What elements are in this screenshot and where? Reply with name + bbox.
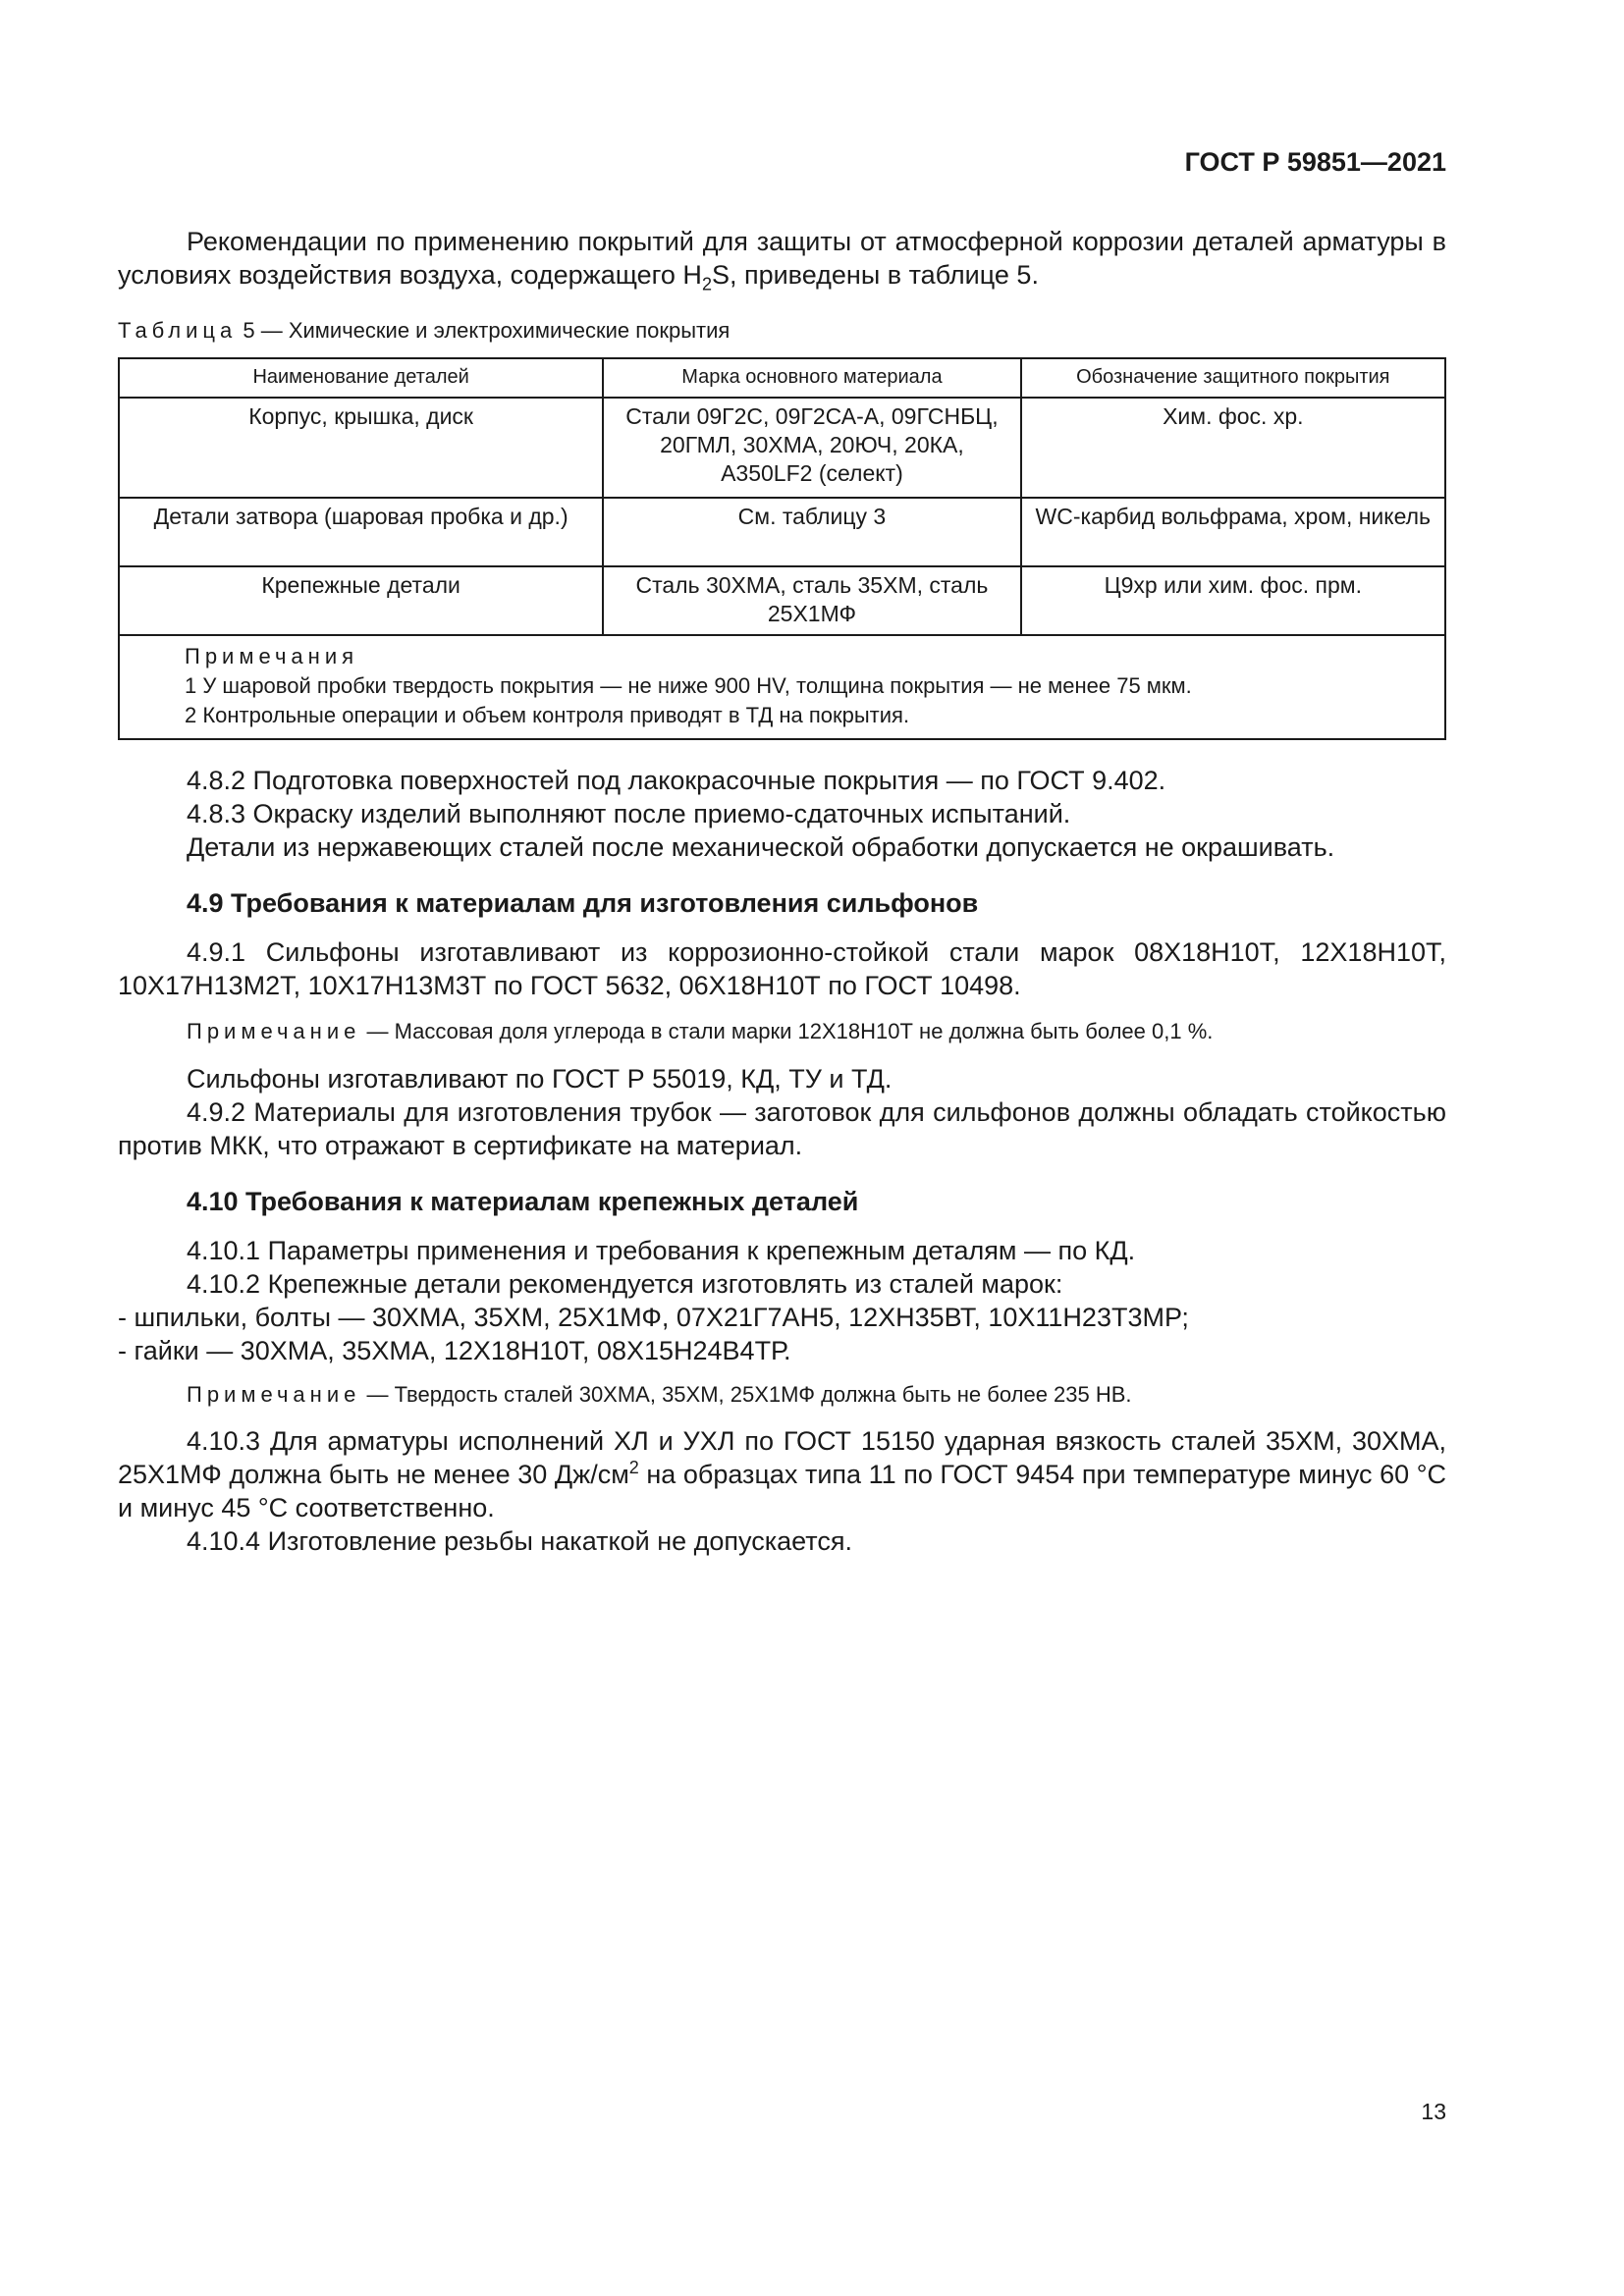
section-4-9-heading-block	[118, 886, 1446, 920]
clause-4-8-3: 4.8.3 Окраску изделий выполняют после приемо-сдаточных испытаний.	[187, 799, 1071, 828]
table-cell: Крепежные детали	[119, 566, 603, 635]
section-4-9	[118, 935, 1446, 1002]
table-cell: Сталь 30ХМА, сталь 35ХМ, сталь 25Х1МФ	[603, 566, 1020, 635]
clause-4-10-2: 4.10.2 Крепежные детали рекомендуется изготовлять из сталей марок:	[187, 1269, 1063, 1299]
note-4-9-1-block	[118, 1015, 1446, 1048]
intro-paragraph	[118, 225, 1446, 292]
table-caption	[118, 318, 730, 344]
section-4-9-heading: 4.9 Требования к материалам для изготовления сильфонов	[187, 888, 979, 918]
note-label: Примечание	[187, 1382, 361, 1407]
page-number: 13	[1421, 2099, 1446, 2124]
note-text: — Твердость сталей 30ХМА, 35ХМ, 25Х1МФ должна быть не более 235 НВ.	[360, 1382, 1132, 1407]
clause-4-8-2: 4.8.2 Подготовка поверхностей под лакокрасочные покрытия — по ГОСТ 9.402.	[187, 766, 1166, 795]
clause-4-9-1: 4.9.1 Сильфоны изготавливают из коррозионно-стойкой стали марок 08Х18Н10Т, 12Х18Н10Т, 10Х17Н13М2Т, 10Х17Н13М3Т по ГОСТ 5632, 06Х18Н10Т по ГОСТ 10498.	[118, 937, 1446, 1000]
section-4-10-heading: 4.10 Требования к материалам крепежных деталей	[187, 1187, 859, 1216]
table-caption-rest: 5 — Химические и электрохимические покрытия	[237, 318, 731, 343]
clause-4-8-3-note: Детали из нержавеющих сталей после механической обработки допускается не окрашивать.	[187, 832, 1335, 862]
table-cell: Хим. фос. хр.	[1021, 398, 1445, 498]
intro-text-before: Рекомендации по применению покрытий для защиты от атмосферной коррозии деталей арматуры в условиях воздействия воздуха, содержащего H	[118, 227, 1446, 290]
note-4-10-2-block	[118, 1378, 1446, 1412]
header-material: Марка основного материала	[603, 358, 1020, 398]
note-label: Примечание	[187, 1019, 361, 1043]
clause-4-10-4: 4.10.4 Изготовление резьбы накаткой не допускается.	[187, 1526, 852, 1556]
table-header-row	[119, 358, 1445, 398]
table-cell: См. таблицу 3	[603, 498, 1020, 566]
table-cell: Ц9хр или хим. фос. прм.	[1021, 566, 1445, 635]
intro-text-after: S, приведены в таблице 5.	[711, 260, 1039, 290]
section-4-10-cont	[118, 1424, 1446, 1558]
note-1: 1 У шаровой пробки твердость покрытия — не ниже 900 HV, толщина покрытия — не менее 75 мкм.	[185, 673, 1192, 698]
notes-title: Примечания	[185, 644, 359, 668]
clause-4-10-3	[118, 1424, 1446, 1524]
section-4-10	[118, 1234, 1446, 1367]
note-4-10-2	[118, 1378, 1446, 1412]
header-parts: Наименование деталей	[119, 358, 603, 398]
clause-4-10-1: 4.10.1 Параметры применения и требования к крепежным деталям — по КД.	[187, 1236, 1136, 1265]
standard-header: ГОСТ Р 59851—2021	[1184, 147, 1446, 177]
intro-subscript: 2	[701, 274, 712, 294]
note-4-9-1	[118, 1015, 1446, 1048]
section-4-8	[118, 764, 1446, 864]
table-cell: Стали 09Г2С, 09Г2СА-А, 09ГСНБЦ, 20ГМЛ, 30ХМА, 20ЮЧ, 20КА, A350LF2 (селект)	[603, 398, 1020, 498]
clause-4-10-3-after: на образцах типа 11 по ГОСТ 9454 при температуре минус 60 °С и минус 45 °С соответственно.	[118, 1460, 1446, 1522]
table-notes	[119, 635, 1445, 739]
clause-4-10-2-nuts: - гайки — 30ХМА, 35ХМА, 12Х18Н10Т, 08Х15Н24В4ТР.	[118, 1336, 791, 1365]
header-coating: Обозначение защитного покрытия	[1021, 358, 1445, 398]
note-text: — Массовая доля углерода в стали марки 12Х18Н10Т не должна быть более 0,1 %.	[360, 1019, 1214, 1043]
table-notes-row	[119, 635, 1445, 739]
section-4-9-cont	[118, 1062, 1446, 1162]
clause-4-9-1-cont: Сильфоны изготавливают по ГОСТ Р 55019, КД, ТУ и ТД.	[187, 1064, 893, 1094]
table-cell: Детали затвора (шаровая пробка и др.)	[119, 498, 603, 566]
clause-4-10-3-before: 4.10.3 Для арматуры исполнений ХЛ и УХЛ по ГОСТ 15150 ударная вязкость сталей 35ХМ, 30ХМА, 25Х1МФ должна быть не менее 30 Дж/см	[118, 1426, 1446, 1489]
clause-4-9-2: 4.9.2 Материалы для изготовления трубок — заготовок для сильфонов должны обладать стойкостью против МКК, что отражают в сертификате на материал.	[118, 1097, 1446, 1160]
table-row	[119, 398, 1445, 498]
table-row	[119, 566, 1445, 635]
clause-4-10-2-bolts: - шпильки, болты — 30ХМА, 35ХМ, 25Х1МФ, 07Х21Г7АН5, 12ХН35ВТ, 10Х11Н23Т3МР;	[118, 1303, 1189, 1332]
table-cell: WC-карбид вольфрама, хром, никель	[1021, 498, 1445, 566]
table-caption-word: Таблица	[118, 318, 238, 343]
table-row	[119, 498, 1445, 566]
table-cell: Корпус, крышка, диск	[119, 398, 603, 498]
coatings-table	[118, 357, 1446, 740]
section-4-10-heading-block	[118, 1185, 1446, 1218]
note-2: 2 Контрольные операции и объем контроля приводят в ТД на покрытия.	[185, 703, 910, 727]
clause-4-10-3-sup: 2	[628, 1458, 639, 1477]
